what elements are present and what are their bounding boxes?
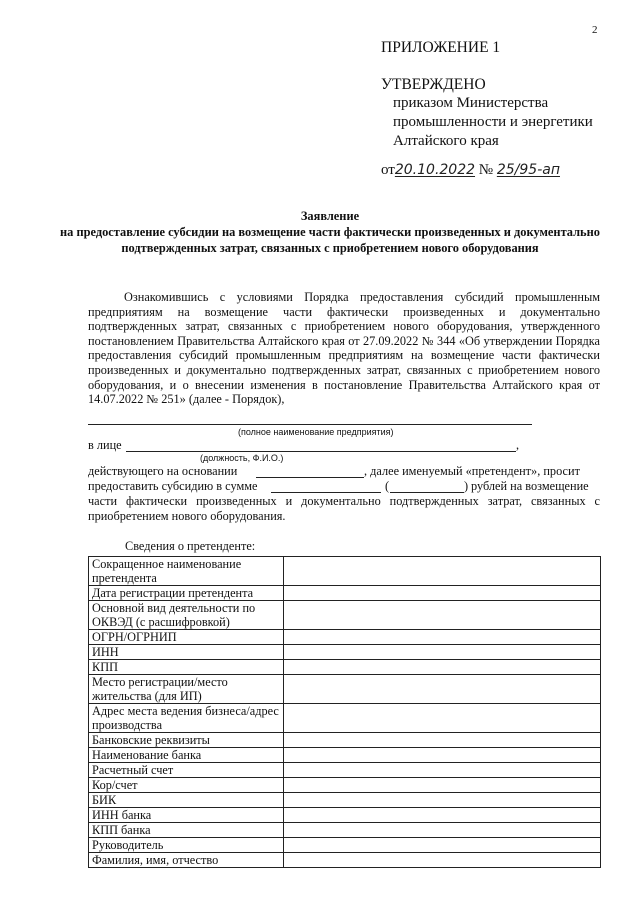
representative-line xyxy=(126,451,516,452)
table-row xyxy=(89,601,601,630)
row-label: Основной вид деятельности по ОКВЭД (с расшифровкой) xyxy=(89,601,284,630)
row-value-cell[interactable] xyxy=(284,630,601,645)
subsidy-request-label: предоставить субсидию в сумме xyxy=(88,479,258,493)
position-caption: (должность, Ф.И.О.) xyxy=(200,453,284,463)
handwritten-date: 20.10.2022 xyxy=(394,162,476,178)
row-value-cell[interactable] xyxy=(284,601,601,630)
table-row xyxy=(89,808,601,823)
order-date-number xyxy=(381,162,560,179)
row-value-cell[interactable] xyxy=(284,586,601,601)
row-value-cell[interactable] xyxy=(284,793,601,808)
close-paren: ) xyxy=(464,479,469,493)
row-value-cell[interactable] xyxy=(284,808,601,823)
company-caption: (полное наименование предприятия) xyxy=(238,427,394,437)
title-subject: на предоставление субсидии на возмещение части фактически произведенных и документально подтвержденных затрат, связанных с приобретением нового оборудования xyxy=(60,225,600,255)
table-caption: Сведения о претенденте: xyxy=(125,539,256,553)
row-label: Руководитель xyxy=(89,838,284,853)
row-value-cell[interactable] xyxy=(284,704,601,733)
date-prefix: от xyxy=(381,162,395,178)
document-title xyxy=(60,208,600,256)
company-name-line xyxy=(88,424,532,425)
open-paren: ( xyxy=(385,479,390,493)
row-label: Кор/счет xyxy=(89,778,284,793)
approved-label: УТВЕРЖДЕНО xyxy=(381,76,486,93)
table-row xyxy=(89,838,601,853)
table-row xyxy=(89,704,601,733)
row-value-cell[interactable] xyxy=(284,823,601,838)
row-label: Дата регистрации претендента xyxy=(89,586,284,601)
table-row xyxy=(89,793,601,808)
row-value-cell[interactable] xyxy=(284,645,601,660)
table-row xyxy=(89,763,601,778)
appendix-label: ПРИЛОЖЕНИЕ 1 xyxy=(381,39,501,56)
row-value-cell[interactable] xyxy=(284,838,601,853)
comma: , xyxy=(516,438,520,452)
row-label: Банковские реквизиты xyxy=(89,733,284,748)
table-row xyxy=(89,660,601,675)
row-label: ОГРН/ОГРНИП xyxy=(89,630,284,645)
table-row xyxy=(89,778,601,793)
row-label: КПП банка xyxy=(89,823,284,838)
amount-line xyxy=(271,492,381,493)
amount-words-line xyxy=(390,492,464,493)
row-value-cell[interactable] xyxy=(284,853,601,868)
table-row xyxy=(89,557,601,586)
row-label: Наименование банка xyxy=(89,748,284,763)
subsidy-tail: части фактически произведенных и документально подтвержденных затрат, связанных с приобретением нового оборудования. xyxy=(88,494,600,523)
table-row xyxy=(89,853,601,868)
row-label: КПП xyxy=(89,660,284,675)
order-text: приказом Министерства промышленности и энергетики Алтайского края xyxy=(393,95,593,149)
row-label: Место регистрации/место жительства (для ИП) xyxy=(89,675,284,704)
row-label: ИНН xyxy=(89,645,284,660)
intro-paragraph: Ознакомившись с условиями Порядка предоставления субсидий промышленным предприятиям на возмещение части фактически произведенных и документально подтвержденных затрат, связанных с приобретением нового оборудования, утвержденного постановлением Правительства Алтайского края от 27.09.2022 № 344 «Об утверждении Порядка предоставления субсидий промышленным предприятиям на возмещение части фактически произведенных и документально подтвержденных затрат, связанных с приобретением нового оборудования, и о внесении изменения в постановление Правительства Алтайского края от 14.07.2022 № 251» (далее - Порядок), xyxy=(88,290,600,407)
row-value-cell[interactable] xyxy=(284,660,601,675)
table-row xyxy=(89,630,601,645)
table-row xyxy=(89,748,601,763)
acting-rest: , далее именуемый «претендент», просит xyxy=(364,464,580,478)
row-label: Фамилия, имя, отчество xyxy=(89,853,284,868)
row-value-cell[interactable] xyxy=(284,557,601,586)
acting-basis-label: действующего на основании xyxy=(88,464,238,478)
row-value-cell[interactable] xyxy=(284,675,601,704)
row-value-cell[interactable] xyxy=(284,763,601,778)
row-label: Расчетный счет xyxy=(89,763,284,778)
row-value-cell[interactable] xyxy=(284,778,601,793)
page-number: 2 xyxy=(592,24,598,36)
in-person-label: в лице xyxy=(88,438,122,452)
basis-line xyxy=(256,477,364,478)
rubles-label: рублей на возмещение xyxy=(471,479,589,493)
row-label: Адрес места ведения бизнеса/адрес производства xyxy=(89,704,284,733)
table-row xyxy=(89,675,601,704)
row-label: БИК xyxy=(89,793,284,808)
title-heading: Заявление xyxy=(300,209,360,223)
row-value-cell[interactable] xyxy=(284,748,601,763)
row-label: ИНН банка xyxy=(89,808,284,823)
table-row xyxy=(89,733,601,748)
table-row xyxy=(89,823,601,838)
row-value-cell[interactable] xyxy=(284,733,601,748)
applicant-info-table xyxy=(88,556,601,868)
number-prefix: № xyxy=(478,162,494,178)
table-row xyxy=(89,645,601,660)
row-label: Сокращенное наименование претендента xyxy=(89,557,284,586)
handwritten-number: 25/95-ап xyxy=(496,162,560,178)
table-row xyxy=(89,586,601,601)
